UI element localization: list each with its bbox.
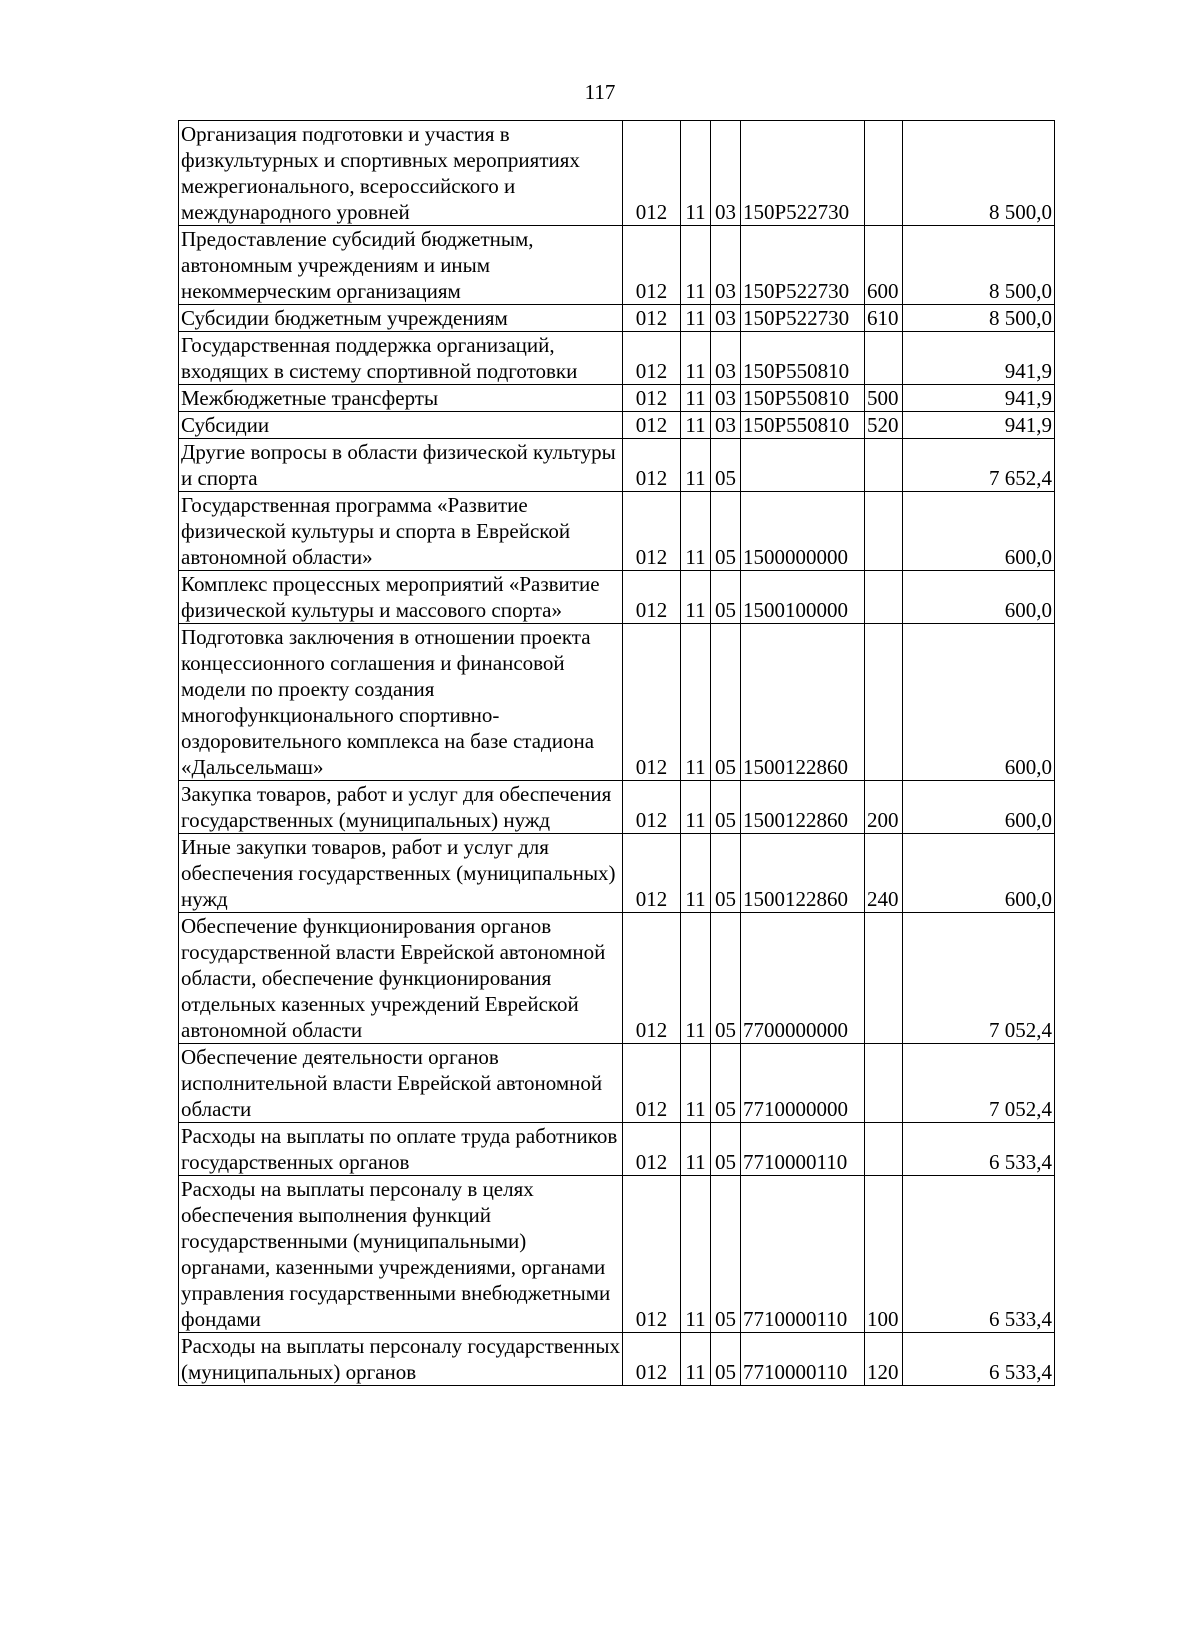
subsection-code-cell: 05: [711, 1123, 741, 1176]
target-article-code-cell: 1500122860: [741, 834, 865, 913]
expense-type-code-cell: [865, 624, 903, 781]
target-article-code-cell: 7710000000: [741, 1044, 865, 1123]
ministry-code-cell: 012: [623, 332, 681, 385]
amount-cell: 6 533,4: [903, 1176, 1055, 1333]
subsection-code-cell: 05: [711, 1176, 741, 1333]
table-row: [179, 781, 1055, 834]
section-code-cell: 11: [681, 226, 711, 305]
section-code-cell: 11: [681, 624, 711, 781]
table-row: [179, 121, 1055, 226]
target-article-code-cell: 1500000000: [741, 492, 865, 571]
target-article-code-cell: 7710000110: [741, 1176, 865, 1333]
expense-type-code-cell: 100: [865, 1176, 903, 1333]
ministry-code-cell: 012: [623, 121, 681, 226]
row-name-cell: Субсидии: [179, 412, 623, 439]
ministry-code-cell: 012: [623, 1044, 681, 1123]
amount-cell: 8 500,0: [903, 305, 1055, 332]
subsection-code-cell: 03: [711, 412, 741, 439]
ministry-code-cell: 012: [623, 1333, 681, 1386]
row-name-cell: Предоставление субсидий бюджетным, автономным учреждениям и иным некоммерческим организациям: [179, 226, 623, 305]
table-row: [179, 913, 1055, 1044]
subsection-code-cell: 05: [711, 1333, 741, 1386]
expense-type-code-cell: [865, 1123, 903, 1176]
row-name-cell: Расходы на выплаты персоналу государственных (муниципальных) органов: [179, 1333, 623, 1386]
amount-cell: 7 652,4: [903, 439, 1055, 492]
budget-table-body: [179, 121, 1055, 1386]
amount-cell: 941,9: [903, 385, 1055, 412]
expense-type-code-cell: [865, 571, 903, 624]
expense-type-code-cell: 240: [865, 834, 903, 913]
table-row: [179, 624, 1055, 781]
amount-cell: 600,0: [903, 571, 1055, 624]
expense-type-code-cell: [865, 439, 903, 492]
table-row: [179, 385, 1055, 412]
target-article-code-cell: 1500122860: [741, 781, 865, 834]
section-code-cell: 11: [681, 913, 711, 1044]
row-name-cell: Обеспечение деятельности органов исполнительной власти Еврейской автономной области: [179, 1044, 623, 1123]
section-code-cell: 11: [681, 1333, 711, 1386]
row-name-cell: Иные закупки товаров, работ и услуг для обеспечения государственных (муниципальных) нужд: [179, 834, 623, 913]
target-article-code-cell: 1500122860: [741, 624, 865, 781]
subsection-code-cell: 03: [711, 332, 741, 385]
ministry-code-cell: 012: [623, 412, 681, 439]
row-name-cell: Организация подготовки и участия в физкультурных и спортивных мероприятиях межрегионального, всероссийского и международного уровней: [179, 121, 623, 226]
subsection-code-cell: 05: [711, 834, 741, 913]
expense-type-code-cell: 520: [865, 412, 903, 439]
subsection-code-cell: 05: [711, 624, 741, 781]
expense-type-code-cell: 600: [865, 226, 903, 305]
row-name-cell: Комплекс процессных мероприятий «Развитие физической культуры и массового спорта»: [179, 571, 623, 624]
table-row: [179, 305, 1055, 332]
expense-type-code-cell: 610: [865, 305, 903, 332]
section-code-cell: 11: [681, 834, 711, 913]
expense-type-code-cell: [865, 492, 903, 571]
amount-cell: 7 052,4: [903, 1044, 1055, 1123]
target-article-code-cell: 7710000110: [741, 1333, 865, 1386]
row-name-cell: Закупка товаров, работ и услуг для обеспечения государственных (муниципальных) нужд: [179, 781, 623, 834]
subsection-code-cell: 03: [711, 305, 741, 332]
ministry-code-cell: 012: [623, 439, 681, 492]
section-code-cell: 11: [681, 439, 711, 492]
ministry-code-cell: 012: [623, 781, 681, 834]
expense-type-code-cell: 200: [865, 781, 903, 834]
amount-cell: 8 500,0: [903, 121, 1055, 226]
page-number: 117: [584, 80, 616, 104]
table-row: [179, 1176, 1055, 1333]
subsection-code-cell: 05: [711, 781, 741, 834]
amount-cell: 600,0: [903, 492, 1055, 571]
target-article-code-cell: 150Р522730: [741, 305, 865, 332]
expense-type-code-cell: [865, 121, 903, 226]
ministry-code-cell: 012: [623, 913, 681, 1044]
amount-cell: 6 533,4: [903, 1123, 1055, 1176]
target-article-code-cell: 7710000110: [741, 1123, 865, 1176]
section-code-cell: 11: [681, 1044, 711, 1123]
target-article-code-cell: [741, 439, 865, 492]
row-name-cell: Обеспечение функционирования органов государственной власти Еврейской автономной области, обеспечение функционирования отдельных казенных учреждений Еврейской автономной области: [179, 913, 623, 1044]
ministry-code-cell: 012: [623, 1123, 681, 1176]
section-code-cell: 11: [681, 492, 711, 571]
table-row: [179, 332, 1055, 385]
ministry-code-cell: 012: [623, 492, 681, 571]
row-name-cell: Субсидии бюджетным учреждениям: [179, 305, 623, 332]
row-name-cell: Другие вопросы в области физической культуры и спорта: [179, 439, 623, 492]
table-row: [179, 412, 1055, 439]
expense-type-code-cell: [865, 1044, 903, 1123]
ministry-code-cell: 012: [623, 226, 681, 305]
budget-table: [178, 120, 1055, 1386]
section-code-cell: 11: [681, 412, 711, 439]
row-name-cell: Межбюджетные трансферты: [179, 385, 623, 412]
amount-cell: 600,0: [903, 834, 1055, 913]
section-code-cell: 11: [681, 781, 711, 834]
subsection-code-cell: 03: [711, 385, 741, 412]
subsection-code-cell: 05: [711, 913, 741, 1044]
target-article-code-cell: 150Р522730: [741, 226, 865, 305]
subsection-code-cell: 05: [711, 571, 741, 624]
section-code-cell: 11: [681, 1123, 711, 1176]
expense-type-code-cell: 120: [865, 1333, 903, 1386]
amount-cell: 8 500,0: [903, 226, 1055, 305]
table-row: [179, 1123, 1055, 1176]
subsection-code-cell: 05: [711, 1044, 741, 1123]
ministry-code-cell: 012: [623, 624, 681, 781]
amount-cell: 941,9: [903, 412, 1055, 439]
table-row: [179, 1044, 1055, 1123]
row-name-cell: Расходы на выплаты персоналу в целях обеспечения выполнения функций государственными (муниципальными) органами, казенными учреждениями, органами управления государственными внебюджетными фондами: [179, 1176, 623, 1333]
ministry-code-cell: 012: [623, 571, 681, 624]
expense-type-code-cell: [865, 913, 903, 1044]
amount-cell: 7 052,4: [903, 913, 1055, 1044]
target-article-code-cell: 150Р550810: [741, 385, 865, 412]
row-name-cell: Расходы на выплаты по оплате труда работников государственных органов: [179, 1123, 623, 1176]
target-article-code-cell: 150Р550810: [741, 332, 865, 385]
table-row: [179, 226, 1055, 305]
ministry-code-cell: 012: [623, 305, 681, 332]
section-code-cell: 11: [681, 121, 711, 226]
row-name-cell: Подготовка заключения в отношении проекта концессионного соглашения и финансовой модели по проекту создания многофункционального спортивно-оздоровительного комплекса на базе стадиона «Дальсельмаш»: [179, 624, 623, 781]
ministry-code-cell: 012: [623, 1176, 681, 1333]
section-code-cell: 11: [681, 571, 711, 624]
row-name-cell: Государственная программа «Развитие физической культуры и спорта в Еврейской автономной области»: [179, 492, 623, 571]
table-row: [179, 571, 1055, 624]
table-row: [179, 439, 1055, 492]
row-name-cell: Государственная поддержка организаций, входящих в систему спортивной подготовки: [179, 332, 623, 385]
section-code-cell: 11: [681, 332, 711, 385]
section-code-cell: 11: [681, 305, 711, 332]
subsection-code-cell: 05: [711, 492, 741, 571]
subsection-code-cell: 05: [711, 439, 741, 492]
target-article-code-cell: 7700000000: [741, 913, 865, 1044]
expense-type-code-cell: 500: [865, 385, 903, 412]
subsection-code-cell: 03: [711, 121, 741, 226]
target-article-code-cell: 150Р522730: [741, 121, 865, 226]
amount-cell: 941,9: [903, 332, 1055, 385]
amount-cell: 6 533,4: [903, 1333, 1055, 1386]
table-row: [179, 492, 1055, 571]
section-code-cell: 11: [681, 385, 711, 412]
amount-cell: 600,0: [903, 624, 1055, 781]
ministry-code-cell: 012: [623, 385, 681, 412]
ministry-code-cell: 012: [623, 834, 681, 913]
target-article-code-cell: 150Р550810: [741, 412, 865, 439]
table-row: [179, 1333, 1055, 1386]
amount-cell: 600,0: [903, 781, 1055, 834]
subsection-code-cell: 03: [711, 226, 741, 305]
section-code-cell: 11: [681, 1176, 711, 1333]
expense-type-code-cell: [865, 332, 903, 385]
target-article-code-cell: 1500100000: [741, 571, 865, 624]
table-row: [179, 834, 1055, 913]
